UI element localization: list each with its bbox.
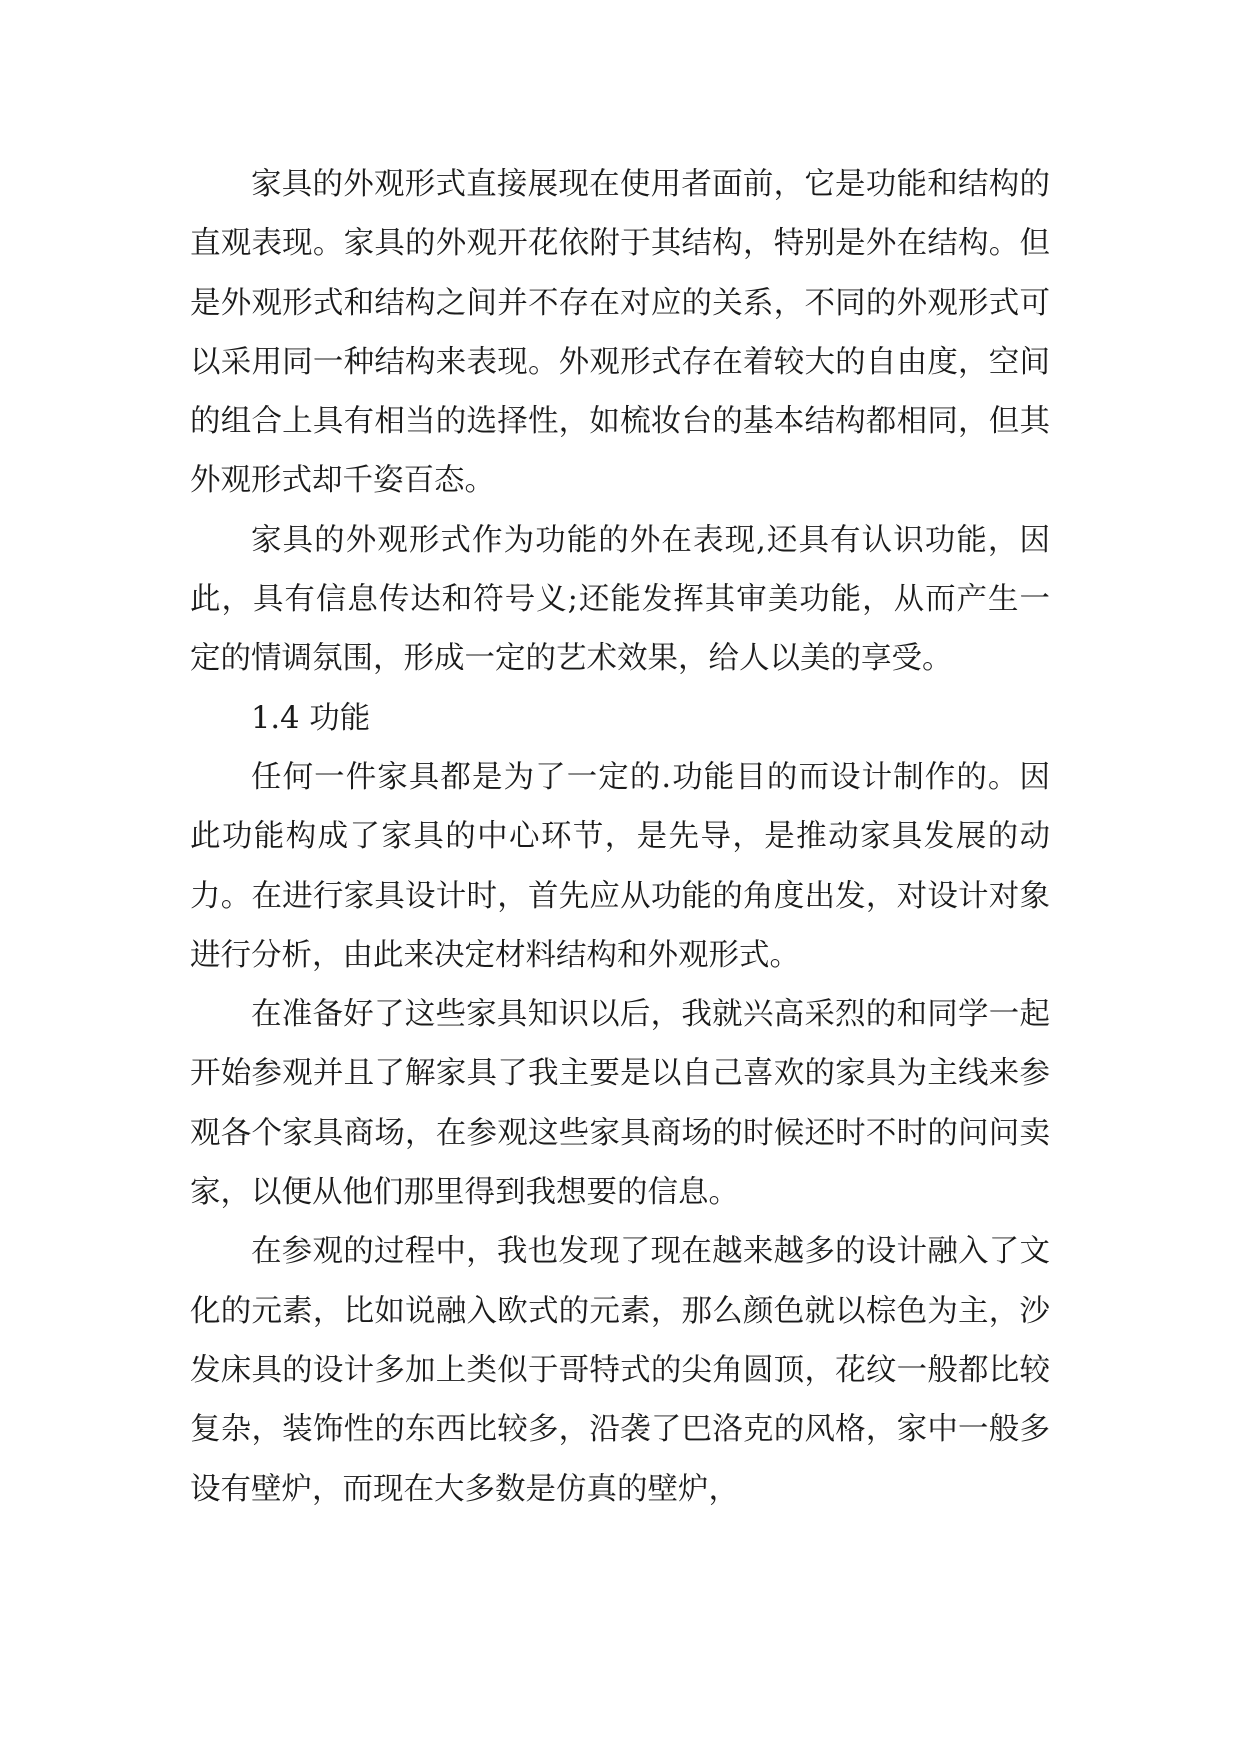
document-body [190, 155, 1050, 1519]
paragraph-function: 任何一件家具都是为了一定的.功能目的而设计制作的。因此功能构成了家具的中心环节，是先导，是推动家具发展的动力。在进行家具设计时，首先应从功能的角度出发，对设计对象进行分析，由此来决定材料结构和外观形式。 [190, 759, 1050, 973]
section-heading-function: 1.4 功能 [251, 700, 371, 736]
paragraph-visit: 在准备好了这些家具知识以后，我就兴高采烈的和同学一起开始参观并且了解家具了我主要是以自己喜欢的家具为主线来参观各个家具商场，在参观这些家具商场的时候还时不时的问问卖家，以便从他们那里得到我想要的信息。 [190, 997, 1050, 1211]
paragraph-appearance: 家具的外观形式直接展现在使用者面前，它是功能和结构的直观表现。家具的外观开花依附于其结构，特别是外在结构。但是外观形式和结构之间并不存在对应的关系，不同的外观形式可以采用同一种结构来表现。外观形式存在着较大的自由度，空间的组合上具有相当的选择性，如梳妆台的基本结构都相同，但其外观形式却千姿百态。 [190, 167, 1050, 499]
paragraph-culture: 在参观的过程中，我也发现了现在越来越多的设计融入了文化的元素，比如说融入欧式的元素，那么颜色就以棕色为主，沙发床具的设计多加上类似于哥特式的尖角圆顶，花纹一般都比较复杂，装饰性的东西比较多，沿袭了巴洛克的风格，家中一般多设有壁炉，而现在大多数是仿真的壁炉， [190, 1234, 1050, 1507]
paragraph-appearance-function: 家具的外观形式作为功能的外在表现,还具有认识功能，因此，具有信息传达和符号义;还能发挥其审美功能，从而产生一定的情调氛围，形成一定的艺术效果，给人以美的享受。 [190, 522, 1050, 677]
